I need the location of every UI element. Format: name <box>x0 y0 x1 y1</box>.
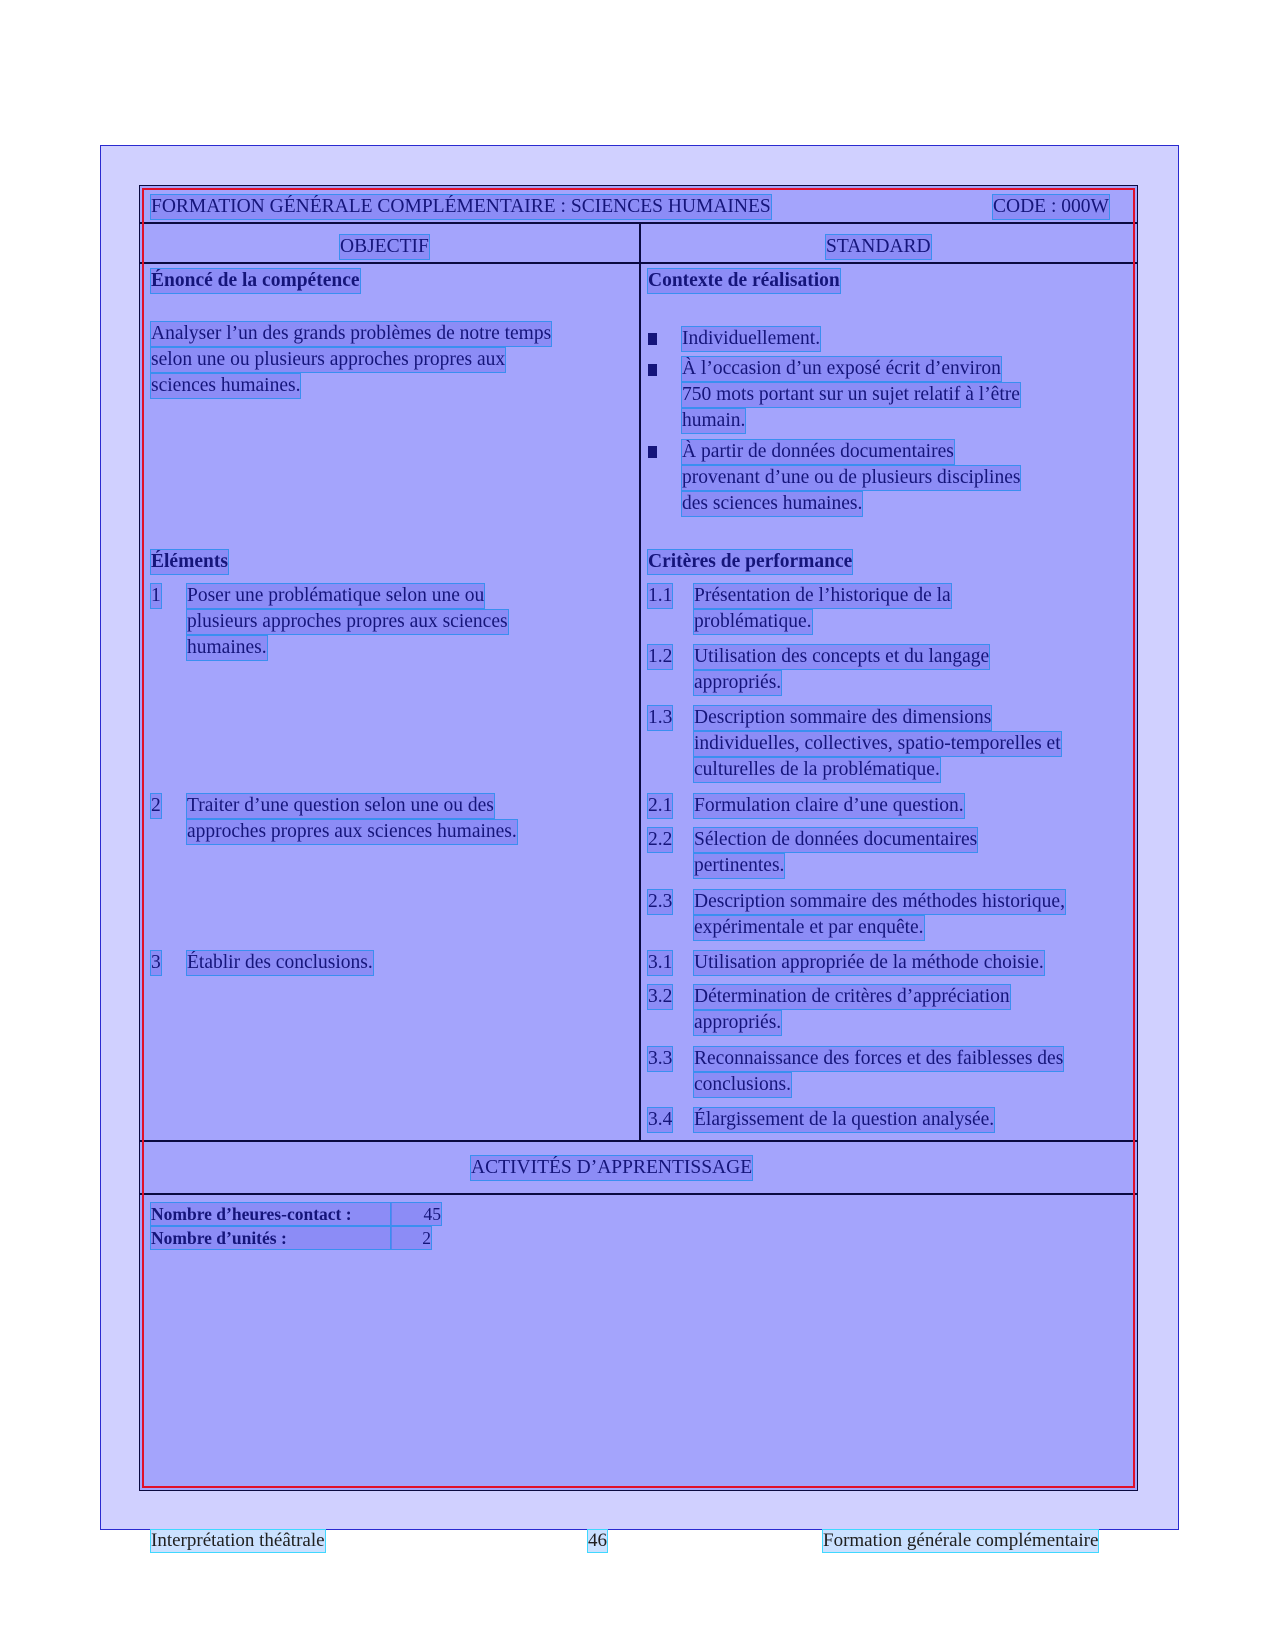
divider <box>139 1140 1138 1142</box>
divider <box>139 1193 1138 1195</box>
competency-statement-line: selon une ou plusieurs approches propres aux <box>151 349 506 370</box>
units-label: Nombre d’unités : <box>151 1227 391 1249</box>
context-item: 750 mots portant sur un sujet relatif à l’être <box>682 384 1020 405</box>
criterion-text: culturelles de la problématique. <box>694 759 940 780</box>
context-item: À partir de données documentaires <box>682 441 954 462</box>
element-text: Traiter d’une question selon une ou des <box>187 795 494 816</box>
criterion-number: 2.3 <box>648 891 673 912</box>
criterion-number: 3.2 <box>648 986 673 1007</box>
competency-statement-line: sciences humaines. <box>151 375 301 396</box>
course-code: CODE : 000W <box>993 196 1109 217</box>
criterion-text: Présentation de l’historique de la <box>694 585 951 606</box>
criterion-text: Sélection de données documentaires <box>694 829 978 850</box>
competency-statement-line: Analyser l’un des grands problèmes de notre temps <box>151 323 552 344</box>
criterion-number: 2.2 <box>648 829 673 850</box>
criterion-text: Reconnaissance des forces et des faiblesses des <box>694 1048 1064 1069</box>
element-text: Établir des conclusions. <box>187 952 373 973</box>
criterion-text: Description sommaire des méthodes historique, <box>694 891 1065 912</box>
column-header-standard: STANDARD <box>826 236 931 257</box>
hours-value: 45 <box>391 1203 441 1225</box>
competency-heading: Énoncé de la compétence <box>151 270 360 291</box>
footer-document-title: Interprétation théâtrale <box>151 1530 325 1551</box>
criterion-text: Formulation claire d’une question. <box>694 795 964 816</box>
context-item: Individuellement. <box>682 328 821 349</box>
criterion-text: Élargissement de la question analysée. <box>694 1109 995 1130</box>
criterion-text: Description sommaire des dimensions <box>694 707 992 728</box>
element-number: 1 <box>151 585 161 606</box>
criterion-text: Utilisation des concepts et du langage <box>694 646 990 667</box>
elements-heading: Éléments <box>151 551 228 572</box>
context-item: des sciences humaines. <box>682 493 863 514</box>
bullet-icon <box>648 364 657 376</box>
criteria-heading: Critères de performance <box>648 551 853 572</box>
criterion-text: conclusions. <box>694 1074 791 1095</box>
element-text: humaines. <box>187 637 267 658</box>
element-text: plusieurs approches propres aux sciences <box>187 611 508 632</box>
criterion-number: 1.2 <box>648 646 673 667</box>
bullet-icon <box>648 446 657 458</box>
element-text: Poser une problématique selon une ou <box>187 585 485 606</box>
footer-section-title: Formation générale complémentaire <box>823 1530 1099 1551</box>
criterion-text: Utilisation appropriée de la méthode choisie. <box>694 952 1044 973</box>
criterion-text: appropriés. <box>694 1012 782 1033</box>
element-text: approches propres aux sciences humaines. <box>187 821 517 842</box>
criterion-text: problématique. <box>694 611 812 632</box>
context-item: humain. <box>682 410 746 431</box>
criterion-number: 1.3 <box>648 707 673 728</box>
criterion-text: appropriés. <box>694 672 782 693</box>
context-item: À l’occasion d’un exposé écrit d’environ <box>682 358 1001 379</box>
criterion-number: 3.4 <box>648 1109 673 1130</box>
column-header-objectif: OBJECTIF <box>340 236 429 257</box>
criterion-text: pertinentes. <box>694 855 785 876</box>
form-title: FORMATION GÉNÉRALE COMPLÉMENTAIRE : SCIENCES HUMAINES <box>151 196 771 217</box>
activities-heading: ACTIVITÉS D’APPRENTISSAGE <box>471 1157 753 1178</box>
context-heading: Contexte de réalisation <box>648 270 840 291</box>
criterion-number: 1.1 <box>648 585 673 606</box>
criterion-number: 3.1 <box>648 952 673 973</box>
units-value: 2 <box>391 1227 431 1249</box>
bullet-icon <box>648 333 657 345</box>
criterion-number: 2.1 <box>648 795 673 816</box>
element-number: 3 <box>151 952 161 973</box>
hours-label: Nombre d’heures-contact : <box>151 1203 391 1225</box>
column-divider <box>639 222 641 1140</box>
context-item: provenant d’une ou de plusieurs disciplines <box>682 467 1021 488</box>
page-number: 46 <box>588 1530 607 1551</box>
criterion-text: expérimentale et par enquête. <box>694 917 924 938</box>
criterion-text: Détermination de critères d’appréciation <box>694 986 1010 1007</box>
criterion-number: 3.3 <box>648 1048 673 1069</box>
element-number: 2 <box>151 795 161 816</box>
criterion-text: individuelles, collectives, spatio-temporelles et <box>694 733 1061 754</box>
